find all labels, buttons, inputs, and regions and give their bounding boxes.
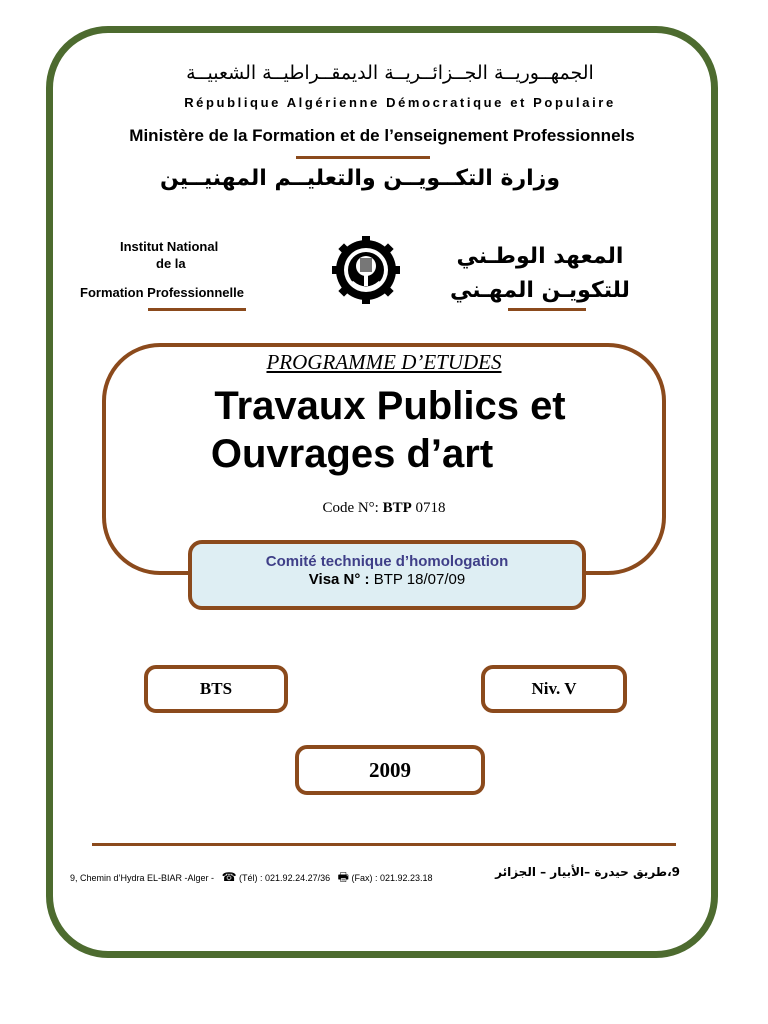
institut-fr-line2: de la xyxy=(156,256,186,271)
diploma-label: BTS xyxy=(199,679,233,698)
footer-fax: (Fax) : 021.92.23.18 xyxy=(351,873,433,883)
institut-ar-divider xyxy=(508,308,586,311)
footer-address xyxy=(70,865,680,889)
ministere-french: Ministère de la Formation et de l’enseignement Professionnels xyxy=(129,126,635,145)
diploma-box xyxy=(144,665,288,713)
republique-french: République Algérienne Démocratique et Populaire xyxy=(184,95,616,110)
footer-address-fr: 9, Chemin d’Hydra EL-BIAR -Alger - xyxy=(70,873,215,883)
institut-arabic xyxy=(440,240,640,308)
niveau-label: Niv. V xyxy=(531,679,577,698)
programme-title xyxy=(102,382,666,478)
institut-ar-line1: المعهد الوطـني xyxy=(456,244,624,269)
year-box xyxy=(295,745,485,795)
footer-divider xyxy=(92,843,676,846)
visa-label: Visa N° : xyxy=(308,571,370,588)
institut-fr-line1: Institut National xyxy=(120,239,219,254)
visa-value: BTP 18/07/09 xyxy=(373,571,466,588)
committee-title: Comité technique d’homologation xyxy=(265,553,509,570)
programme-title-line2: Ouvrages d’art xyxy=(210,432,494,476)
programme-title-line1: Travaux Publics et xyxy=(214,384,566,428)
code-label: Code N°: xyxy=(322,500,379,516)
programme-label xyxy=(102,350,666,375)
footer-tel: (Tél) : 021.92.24.27/36 xyxy=(239,873,331,883)
footer-address-ar: 9،طريق حيدرة –الأبيار – الجزائر xyxy=(495,865,680,879)
header-divider xyxy=(296,156,430,159)
code-number: 0718 xyxy=(415,500,446,516)
fax-icon: 🖶 xyxy=(337,870,349,884)
institut-ar-line2: للتكويـن المهـني xyxy=(450,278,630,303)
ministere-arabic: وزارة التكــويــن والتعليــم المهنيــين xyxy=(160,166,560,191)
institut-fr-line3: Formation Professionnelle xyxy=(80,285,244,300)
programme-code xyxy=(102,500,666,517)
niveau-box xyxy=(481,665,627,713)
programme-label-text: PROGRAMME D’ETUDES xyxy=(266,350,502,374)
committee-box xyxy=(188,540,586,610)
republique-arabic: الجمهــوريــة الجــزائــريــة الديمقــراطيــة الشعبيــة xyxy=(186,62,594,84)
committee-visa xyxy=(192,571,582,588)
phone-icon: ☎ xyxy=(221,870,237,884)
institut-french xyxy=(80,238,290,301)
gear-emblem-icon xyxy=(326,236,406,306)
code-prefix: BTP xyxy=(382,500,412,516)
year-label: 2009 xyxy=(369,758,411,782)
institut-fr-divider xyxy=(148,308,246,311)
